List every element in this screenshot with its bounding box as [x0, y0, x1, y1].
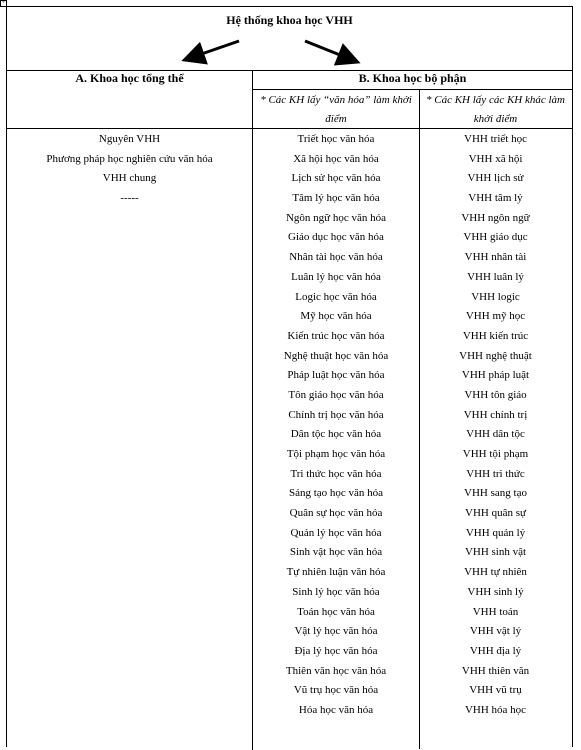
list-item: Tri thức học văn hóa: [290, 467, 382, 480]
subcolumn-1-list: [254, 130, 418, 721]
list-item: VHH tâm lý: [468, 192, 523, 205]
list-item: VHH sang tạo: [464, 487, 527, 500]
list-item: Vũ trụ học văn hóa: [293, 684, 379, 697]
list-item: VHH kiến trúc: [462, 329, 529, 342]
list-item: Nhân tài học văn hóa: [289, 251, 383, 264]
subcolumn-1-heading: * Các KH lấy “văn hóa” làm khởi điểm: [260, 94, 412, 125]
list-item: Triết học văn hóa: [297, 133, 375, 145]
list-item: VHH triết học: [464, 133, 527, 145]
arrow-right-icon: [305, 41, 355, 61]
list-item: VHH dân tộc: [466, 428, 525, 441]
table-header: [7, 7, 572, 71]
list-item: Dân tộc học văn hóa: [290, 428, 382, 441]
list-item: VHH giáo dục: [463, 231, 528, 244]
list-item: Tôn giáo học văn hóa: [288, 388, 384, 401]
list-item: Nguyên VHH: [98, 133, 161, 145]
list-item: Địa lý học văn hóa: [294, 644, 378, 657]
list-item: Pháp luật học văn hóa: [287, 369, 385, 382]
list-item: VHH toán: [472, 605, 519, 618]
list-item: Logic học văn hóa: [295, 290, 377, 303]
list-item: Ngôn ngữ học văn hóa: [285, 211, 387, 224]
list-item: VHH nhân tài: [464, 251, 527, 264]
list-item: VHH lịch sử: [467, 172, 524, 185]
list-item: Giáo dục học văn hóa: [288, 231, 384, 244]
list-item: VHH pháp luật: [461, 369, 530, 382]
subcolumn-2-list: [420, 130, 571, 721]
subcolumn-2-heading: * Các KH lấy các KH khác làm khởi điểm: [426, 94, 565, 125]
column-divider: [252, 70, 253, 750]
list-item: Nghệ thuật học văn hóa: [283, 349, 389, 362]
list-item: VHH chung: [102, 172, 157, 185]
list-item: VHH tri thức: [466, 467, 525, 480]
list-item: Chính trị học văn hóa: [288, 408, 384, 421]
list-item: VHH luân lý: [467, 270, 524, 283]
list-item: Quản lý học văn hóa: [290, 526, 382, 539]
column-b-heading: B. Khoa học bộ phận: [358, 71, 467, 85]
list-item: VHH tự nhiên: [464, 566, 527, 579]
list-item: Phương pháp học nghiên cứu văn hóa: [46, 152, 213, 165]
list-item: VHH quân sự: [465, 507, 526, 520]
list-item: Xã hội học văn hóa: [293, 152, 379, 165]
list-item: Mỹ học văn hóa: [300, 310, 372, 323]
list-item: Tự nhiên luận văn hóa: [286, 566, 386, 579]
list-item: VHH mỹ học: [465, 310, 526, 323]
list-item: VHH sinh vật: [464, 546, 527, 559]
list-item: VHH hóa học: [464, 703, 527, 716]
column-a-list: [7, 130, 252, 209]
list-item: VHH tội phạm: [462, 448, 529, 460]
list-item: VHH sinh lý: [467, 585, 524, 598]
list-item: VHH quản lý: [465, 526, 526, 539]
table-anchor-handle[interactable]: +: [1, 0, 6, 6]
list-item: Thiên văn học văn hóa: [285, 664, 387, 677]
list-item: Toán học văn hóa: [297, 605, 375, 618]
list-item: VHH thiên văn: [461, 664, 530, 677]
list-item: Kiến trúc học văn hóa: [287, 329, 385, 342]
list-item: VHH vũ trụ: [469, 684, 522, 697]
list-item: Sáng tạo học văn hóa: [288, 487, 384, 500]
branch-arrows: [7, 7, 572, 70]
list-item: VHH nghệ thuật: [459, 349, 532, 362]
column-b-heading-rule: [253, 89, 572, 90]
list-item: Sinh lý học văn hóa: [292, 585, 380, 598]
list-item: VHH xã hội: [468, 152, 523, 165]
list-item: Vật lý học văn hóa: [294, 625, 378, 638]
column-a-heading-rule: [7, 128, 252, 129]
list-item: Hóa học văn hóa: [298, 703, 374, 716]
column-a-heading: A. Khoa học tổng thể: [75, 71, 184, 85]
list-item: VHH ngôn ngữ: [461, 211, 530, 224]
list-item: Tội phạm học văn hóa: [286, 448, 386, 460]
classification-table: [6, 6, 573, 747]
list-item: VHH logic: [471, 290, 520, 303]
list-item: VHH địa lý: [469, 644, 522, 657]
arrow-left-icon: [187, 41, 239, 59]
list-item: VHH vật lý: [469, 625, 522, 638]
table-title: Hệ thống khoa học VHH: [226, 13, 353, 27]
list-item: Lịch sử học văn hóa: [291, 172, 381, 185]
list-item: Sinh vật học văn hóa: [289, 546, 383, 559]
list-item: Luân lý học văn hóa: [291, 270, 381, 283]
list-item: -----: [120, 192, 139, 205]
list-item: VHH tôn giáo: [464, 388, 527, 401]
list-item: Quân sự học văn hóa: [289, 507, 383, 520]
list-item: VHH chính trị: [463, 408, 528, 421]
list-item: Tâm lý học văn hóa: [292, 192, 380, 205]
